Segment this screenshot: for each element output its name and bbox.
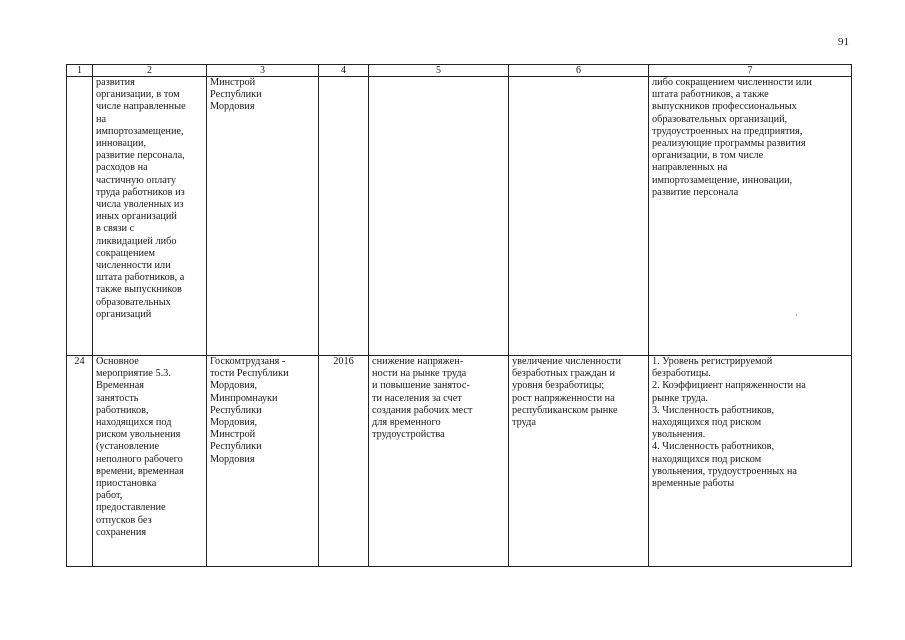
cell-text-line: организации, в том [96,89,180,101]
cell-text-line: (установление [96,441,160,453]
page-number: 91 [838,36,849,48]
cell-text-line: находящихся под [96,417,172,429]
col-header-6: 6 [509,65,649,77]
cell-text-line: организаций [96,308,152,320]
measures-table [66,64,852,567]
cell-text-line: расходов на [96,162,148,174]
cell-text-line: создания рабочих мест [372,404,473,416]
cell-text-line: числе направленные [96,101,186,113]
cell-text-line: на [96,113,107,125]
row-number [67,77,93,356]
cell-text-line: численности или [96,260,171,272]
col-header-5: 5 [369,65,509,77]
cell-text-line: мероприятие 5.3. [96,368,171,380]
indicators-cell [649,77,852,356]
cell-text-line: занятость [96,392,139,404]
cell-text-line: времени, временная [96,465,184,477]
cell-text-line: для временного [372,417,441,429]
row-number: 24 [67,356,93,567]
table-row [67,77,852,356]
cell-text-line: приостановка [96,478,157,490]
cell-text-line: Минстрой [210,429,256,441]
cell-text-line: трудоустроенных на предприятия, [652,125,803,137]
cell-text-line: рынке труда. [652,392,708,404]
cell-text-line: направленных на [652,162,728,174]
cell-text-line: безработных граждан и [512,368,615,380]
cell-text-line: развитие персонала, [96,150,185,162]
cell-text-line: реализующие программы развития [652,138,806,150]
cell-text-line: образовательных организаций, [652,113,788,125]
cell-text-line: развития [96,77,135,88]
cell-text-line: числа уволенных из [96,199,184,211]
cell-text-line: сокращением [96,247,156,259]
cell-text-line: увольнения, трудоустроенных на [652,465,797,477]
cell-text-line: инновации, [96,138,147,150]
cell-text-line: рост напряженности на [512,392,615,404]
year-cell [319,77,369,356]
scan-speck: · [795,311,798,320]
cell-text-line: увеличение численности [512,356,622,367]
cell-text-line: Мордовия [210,453,255,465]
cell-text-line: развитие персонала [652,186,739,198]
col-header-7: 7 [649,65,852,77]
col-header-3: 3 [207,65,319,77]
indicators-cell [649,356,852,567]
cell-text-line: ти населения за счет [372,392,462,404]
cell-text-line: ликвидацией либо [96,235,177,247]
cell-text-line: находящихся под риском [652,453,762,465]
year-cell: 2016 [319,356,369,567]
cell-text-line: безработицы. [652,368,711,380]
table-row [67,356,852,567]
cell-text-line: республиканском рынке [512,404,618,416]
cell-text-line: и повышение занятос- [372,380,470,392]
cell-text-line: Мордовия [210,101,255,113]
cell-text-line: Мордовия, [210,380,258,392]
cell-text-line: отпусков без [96,514,152,526]
col-header-2: 2 [93,65,207,77]
cell-text-line: риском увольнения [96,429,181,441]
cell-text-line: тости Республики [210,368,289,380]
cell-text-line: увольнения. [652,429,706,441]
cell-text-line: сохранения [96,526,147,538]
cell-text-line: ности на рынке труда [372,368,467,380]
cell-text-line: Республики [210,89,262,101]
cell-text-line: труда [512,417,536,429]
measure-name-cell [93,356,207,567]
cell-text-line: неполного рабочего [96,453,183,465]
cell-text-line: 3. Численность работников, [652,404,775,416]
cell-text-line: частичную оплату [96,174,177,186]
cell-text-line: снижение напряжен- [372,356,464,367]
cell-text-line: импортозамещение, [96,125,184,137]
cell-text-line: Мордовия, [210,417,258,429]
cell-text-line: временные работы [652,478,735,490]
cell-text-line: уровня безработицы; [512,380,605,392]
executors-cell [207,356,319,567]
cell-text-line: Республики [210,441,262,453]
cell-text-line: образовательных [96,296,171,308]
cell-text-line: находящихся под риском [652,417,762,429]
cell-text-line: 1. Уровень регистрируемой [652,356,773,367]
cell-text-line: работ, [96,490,123,502]
cell-text-line: либо сокращением численности или [652,77,812,88]
cell-text-line: 2. Коэффициент напряженности на [652,380,806,392]
cell-text-line: штата работников, а также [652,89,769,101]
col-header-1: 1 [67,65,93,77]
cell-text-line: труда работников из [96,186,185,198]
cell-text-line: Временная [96,380,145,392]
executors-cell [207,77,319,356]
cell-text-line: импортозамещение, инновации, [652,174,793,186]
cell-text-line: работников, [96,404,149,416]
header-row [67,65,852,77]
cell-text-line: трудоустройства [372,429,445,441]
cell-text-line: штата работников, а [96,272,185,284]
cell-text-line: выпускников профессиональных [652,101,797,113]
cell-text-line: организации, в том числе [652,150,764,162]
cell-text-line: иных организаций [96,211,177,223]
consequences-cell [509,356,649,567]
expected-result-cell [369,77,509,356]
expected-result-cell [369,356,509,567]
cell-text-line: Основное [96,356,139,367]
cell-text-line: в связи с [96,223,135,235]
col-header-4: 4 [319,65,369,77]
measure-name-cell [93,77,207,356]
cell-text-line: 4. Численность работников, [652,441,775,453]
cell-text-line: Минпромнауки [210,392,278,404]
cell-text-line: предоставление [96,502,166,514]
cell-text-line: Госкомтрудзаня - [210,356,286,367]
cell-text-line: также выпускников [96,284,182,296]
cell-text-line: Минстрой [210,77,256,88]
consequences-cell [509,77,649,356]
cell-text-line: Республики [210,404,262,416]
